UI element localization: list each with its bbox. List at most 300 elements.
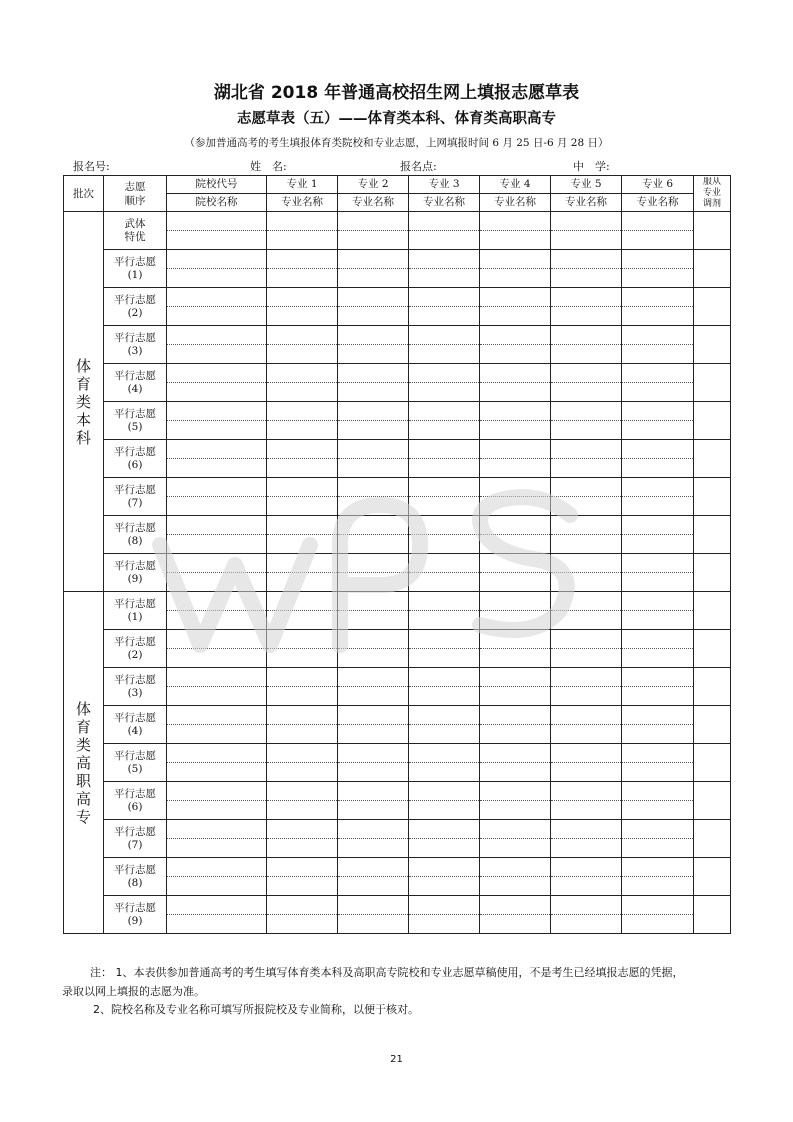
entry-line-bottom[interactable]	[409, 611, 479, 629]
entry-column[interactable]	[267, 516, 338, 554]
entry-column[interactable]	[480, 592, 551, 630]
entry-line-bottom[interactable]	[167, 877, 266, 895]
entry-cell[interactable]	[622, 897, 693, 933]
adjust-checkbox-cell[interactable]	[694, 592, 731, 630]
entry-line-bottom[interactable]	[551, 649, 621, 667]
entry-line-bottom[interactable]	[622, 915, 693, 933]
entry-column[interactable]	[622, 858, 694, 896]
entry-line-top[interactable]	[551, 669, 621, 688]
entry-line-bottom[interactable]	[338, 307, 408, 325]
entry-cell[interactable]	[622, 251, 693, 287]
entry-line-bottom[interactable]	[622, 421, 693, 439]
entry-column[interactable]	[338, 250, 409, 288]
entry-line-top[interactable]	[338, 821, 408, 840]
entry-column[interactable]	[167, 478, 267, 516]
entry-line-top[interactable]	[167, 821, 266, 840]
entry-line-top[interactable]	[622, 517, 693, 536]
entry-column[interactable]	[622, 592, 694, 630]
entry-line-bottom[interactable]	[267, 497, 337, 515]
entry-line-top[interactable]	[167, 251, 266, 270]
entry-line-bottom[interactable]	[622, 231, 693, 249]
entry-cell[interactable]	[551, 441, 621, 477]
entry-line-top[interactable]	[551, 555, 621, 574]
entry-cell[interactable]	[409, 403, 479, 439]
entry-line-top[interactable]	[338, 631, 408, 650]
entry-column[interactable]	[167, 250, 267, 288]
entry-cell[interactable]	[480, 669, 550, 705]
entry-line-bottom[interactable]	[338, 611, 408, 629]
adjust-checkbox-cell[interactable]	[694, 744, 731, 782]
entry-column[interactable]	[167, 516, 267, 554]
entry-line-top[interactable]	[267, 251, 337, 270]
entry-line-bottom[interactable]	[267, 535, 337, 553]
entry-line-bottom[interactable]	[480, 801, 550, 819]
entry-cell[interactable]	[338, 821, 408, 857]
entry-line-bottom[interactable]	[480, 877, 550, 895]
entry-column[interactable]	[167, 630, 267, 668]
entry-cell[interactable]	[409, 213, 479, 249]
entry-line-top[interactable]	[267, 631, 337, 650]
entry-line-top[interactable]	[409, 783, 479, 802]
entry-line-bottom[interactable]	[622, 459, 693, 477]
adjust-checkbox-cell[interactable]	[694, 554, 731, 592]
entry-line-top[interactable]	[338, 707, 408, 726]
adjust-checkbox-cell[interactable]	[694, 288, 731, 326]
adjust-checkbox-cell[interactable]	[694, 516, 731, 554]
entry-line-top[interactable]	[409, 859, 479, 878]
entry-line-bottom[interactable]	[267, 231, 337, 249]
entry-column[interactable]	[338, 326, 409, 364]
entry-cell[interactable]	[622, 365, 693, 401]
entry-column[interactable]	[338, 668, 409, 706]
entry-line-bottom[interactable]	[480, 725, 550, 743]
entry-line-top[interactable]	[409, 669, 479, 688]
entry-cell[interactable]	[409, 593, 479, 629]
entry-line-bottom[interactable]	[551, 611, 621, 629]
entry-line-top[interactable]	[167, 593, 266, 612]
adjust-checkbox-cell[interactable]	[694, 858, 731, 896]
entry-column[interactable]	[480, 820, 551, 858]
entry-cell[interactable]	[480, 555, 550, 591]
entry-line-top[interactable]	[409, 707, 479, 726]
entry-line-bottom[interactable]	[267, 573, 337, 591]
entry-column[interactable]	[338, 592, 409, 630]
entry-column[interactable]	[338, 782, 409, 820]
entry-line-top[interactable]	[622, 327, 693, 346]
entry-line-top[interactable]	[551, 365, 621, 384]
entry-line-top[interactable]	[409, 441, 479, 460]
entry-line-top[interactable]	[167, 859, 266, 878]
entry-line-top[interactable]	[338, 327, 408, 346]
entry-column[interactable]	[167, 820, 267, 858]
entry-cell[interactable]	[338, 251, 408, 287]
entry-line-top[interactable]	[480, 859, 550, 878]
entry-column[interactable]	[267, 668, 338, 706]
entry-column[interactable]	[267, 402, 338, 440]
entry-line-bottom[interactable]	[267, 687, 337, 705]
entry-column[interactable]	[338, 212, 409, 250]
entry-cell[interactable]	[167, 403, 266, 439]
entry-cell[interactable]	[167, 251, 266, 287]
entry-line-bottom[interactable]	[409, 573, 479, 591]
entry-column[interactable]	[409, 896, 480, 934]
entry-line-bottom[interactable]	[167, 421, 266, 439]
entry-column[interactable]	[551, 440, 622, 478]
entry-line-bottom[interactable]	[622, 801, 693, 819]
entry-column[interactable]	[267, 630, 338, 668]
entry-column[interactable]	[622, 402, 694, 440]
entry-line-bottom[interactable]	[338, 421, 408, 439]
entry-column[interactable]	[551, 250, 622, 288]
entry-cell[interactable]	[551, 783, 621, 819]
entry-column[interactable]	[622, 820, 694, 858]
entry-column[interactable]	[622, 782, 694, 820]
entry-column[interactable]	[167, 440, 267, 478]
entry-cell[interactable]	[551, 213, 621, 249]
entry-line-bottom[interactable]	[622, 383, 693, 401]
entry-cell[interactable]	[480, 783, 550, 819]
entry-cell[interactable]	[267, 707, 337, 743]
entry-column[interactable]	[622, 896, 694, 934]
entry-line-top[interactable]	[409, 821, 479, 840]
entry-line-top[interactable]	[167, 555, 266, 574]
entry-cell[interactable]	[267, 821, 337, 857]
entry-line-top[interactable]	[480, 669, 550, 688]
entry-line-top[interactable]	[551, 213, 621, 232]
entry-cell[interactable]	[338, 631, 408, 667]
entry-line-top[interactable]	[267, 517, 337, 536]
entry-cell[interactable]	[622, 593, 693, 629]
entry-cell[interactable]	[551, 365, 621, 401]
entry-cell[interactable]	[480, 479, 550, 515]
entry-cell[interactable]	[480, 403, 550, 439]
entry-line-bottom[interactable]	[622, 649, 693, 667]
entry-line-bottom[interactable]	[267, 611, 337, 629]
entry-column[interactable]	[480, 782, 551, 820]
entry-column[interactable]	[167, 668, 267, 706]
entry-line-bottom[interactable]	[551, 421, 621, 439]
entry-line-top[interactable]	[167, 745, 266, 764]
entry-cell[interactable]	[480, 251, 550, 287]
entry-line-bottom[interactable]	[551, 839, 621, 857]
entry-cell[interactable]	[622, 517, 693, 553]
entry-cell[interactable]	[480, 745, 550, 781]
entry-cell[interactable]	[480, 289, 550, 325]
entry-line-bottom[interactable]	[409, 269, 479, 287]
entry-line-bottom[interactable]	[409, 459, 479, 477]
entry-line-top[interactable]	[409, 365, 479, 384]
entry-line-top[interactable]	[622, 365, 693, 384]
entry-line-top[interactable]	[267, 213, 337, 232]
entry-column[interactable]	[267, 440, 338, 478]
entry-line-top[interactable]	[480, 821, 550, 840]
entry-cell[interactable]	[409, 897, 479, 933]
entry-line-bottom[interactable]	[167, 497, 266, 515]
entry-line-bottom[interactable]	[167, 535, 266, 553]
entry-line-top[interactable]	[622, 707, 693, 726]
entry-cell[interactable]	[480, 593, 550, 629]
entry-line-top[interactable]	[551, 745, 621, 764]
entry-line-bottom[interactable]	[267, 269, 337, 287]
entry-line-bottom[interactable]	[551, 801, 621, 819]
entry-cell[interactable]	[409, 517, 479, 553]
entry-cell[interactable]	[167, 555, 266, 591]
entry-line-top[interactable]	[338, 745, 408, 764]
entry-cell[interactable]	[480, 631, 550, 667]
entry-cell[interactable]	[622, 403, 693, 439]
entry-line-bottom[interactable]	[551, 535, 621, 553]
entry-line-bottom[interactable]	[551, 307, 621, 325]
entry-line-top[interactable]	[338, 289, 408, 308]
entry-column[interactable]	[480, 554, 551, 592]
entry-cell[interactable]	[622, 707, 693, 743]
entry-line-bottom[interactable]	[480, 687, 550, 705]
entry-line-bottom[interactable]	[480, 535, 550, 553]
entry-column[interactable]	[409, 782, 480, 820]
entry-line-bottom[interactable]	[551, 763, 621, 781]
entry-line-bottom[interactable]	[267, 421, 337, 439]
entry-cell[interactable]	[338, 365, 408, 401]
entry-column[interactable]	[267, 744, 338, 782]
entry-cell[interactable]	[267, 593, 337, 629]
entry-line-bottom[interactable]	[338, 535, 408, 553]
entry-line-bottom[interactable]	[409, 915, 479, 933]
entry-line-bottom[interactable]	[338, 497, 408, 515]
entry-line-bottom[interactable]	[409, 231, 479, 249]
entry-cell[interactable]	[167, 859, 266, 895]
entry-column[interactable]	[409, 858, 480, 896]
entry-cell[interactable]	[338, 669, 408, 705]
entry-line-bottom[interactable]	[622, 269, 693, 287]
entry-line-bottom[interactable]	[622, 307, 693, 325]
entry-line-top[interactable]	[338, 251, 408, 270]
entry-column[interactable]	[409, 364, 480, 402]
entry-cell[interactable]	[167, 327, 266, 363]
entry-line-top[interactable]	[551, 707, 621, 726]
entry-line-bottom[interactable]	[480, 915, 550, 933]
entry-line-top[interactable]	[480, 441, 550, 460]
entry-line-bottom[interactable]	[338, 725, 408, 743]
entry-line-top[interactable]	[409, 555, 479, 574]
entry-line-bottom[interactable]	[551, 269, 621, 287]
entry-column[interactable]	[551, 744, 622, 782]
entry-column[interactable]	[622, 250, 694, 288]
entry-cell[interactable]	[551, 517, 621, 553]
entry-cell[interactable]	[480, 821, 550, 857]
entry-line-bottom[interactable]	[167, 839, 266, 857]
entry-line-top[interactable]	[622, 213, 693, 232]
entry-line-bottom[interactable]	[551, 687, 621, 705]
entry-cell[interactable]	[480, 327, 550, 363]
entry-line-top[interactable]	[551, 327, 621, 346]
entry-cell[interactable]	[409, 289, 479, 325]
entry-line-top[interactable]	[167, 403, 266, 422]
entry-line-bottom[interactable]	[622, 611, 693, 629]
entry-line-bottom[interactable]	[480, 345, 550, 363]
entry-column[interactable]	[622, 440, 694, 478]
entry-line-bottom[interactable]	[267, 307, 337, 325]
entry-line-bottom[interactable]	[167, 307, 266, 325]
entry-line-top[interactable]	[551, 897, 621, 916]
entry-line-top[interactable]	[338, 669, 408, 688]
entry-line-top[interactable]	[167, 213, 266, 232]
entry-cell[interactable]	[267, 213, 337, 249]
entry-column[interactable]	[338, 896, 409, 934]
entry-column[interactable]	[480, 288, 551, 326]
entry-column[interactable]	[622, 668, 694, 706]
entry-line-top[interactable]	[167, 289, 266, 308]
entry-line-top[interactable]	[409, 403, 479, 422]
entry-line-bottom[interactable]	[167, 915, 266, 933]
entry-column[interactable]	[409, 440, 480, 478]
entry-line-top[interactable]	[480, 403, 550, 422]
entry-line-top[interactable]	[480, 593, 550, 612]
entry-column[interactable]	[409, 630, 480, 668]
entry-cell[interactable]	[267, 327, 337, 363]
entry-cell[interactable]	[409, 441, 479, 477]
entry-line-bottom[interactable]	[409, 421, 479, 439]
entry-cell[interactable]	[409, 479, 479, 515]
entry-column[interactable]	[338, 516, 409, 554]
entry-line-top[interactable]	[622, 669, 693, 688]
entry-cell[interactable]	[338, 783, 408, 819]
entry-line-bottom[interactable]	[622, 725, 693, 743]
entry-cell[interactable]	[167, 707, 266, 743]
entry-cell[interactable]	[167, 365, 266, 401]
entry-cell[interactable]	[551, 403, 621, 439]
entry-column[interactable]	[267, 820, 338, 858]
entry-column[interactable]	[409, 744, 480, 782]
adjust-checkbox-cell[interactable]	[694, 478, 731, 516]
entry-line-top[interactable]	[622, 821, 693, 840]
entry-column[interactable]	[267, 592, 338, 630]
entry-line-bottom[interactable]	[167, 573, 266, 591]
entry-cell[interactable]	[622, 327, 693, 363]
entry-cell[interactable]	[409, 251, 479, 287]
entry-column[interactable]	[409, 516, 480, 554]
entry-cell[interactable]	[622, 821, 693, 857]
entry-line-bottom[interactable]	[338, 801, 408, 819]
entry-column[interactable]	[338, 744, 409, 782]
entry-cell[interactable]	[409, 821, 479, 857]
entry-line-top[interactable]	[480, 289, 550, 308]
entry-line-bottom[interactable]	[267, 915, 337, 933]
entry-line-top[interactable]	[338, 441, 408, 460]
entry-cell[interactable]	[622, 479, 693, 515]
entry-column[interactable]	[551, 364, 622, 402]
entry-column[interactable]	[480, 668, 551, 706]
entry-cell[interactable]	[338, 555, 408, 591]
entry-column[interactable]	[551, 326, 622, 364]
entry-column[interactable]	[167, 212, 267, 250]
entry-line-top[interactable]	[338, 213, 408, 232]
entry-column[interactable]	[480, 516, 551, 554]
entry-cell[interactable]	[167, 897, 266, 933]
entry-line-top[interactable]	[480, 631, 550, 650]
entry-column[interactable]	[551, 212, 622, 250]
entry-line-bottom[interactable]	[338, 877, 408, 895]
entry-line-top[interactable]	[480, 213, 550, 232]
entry-line-bottom[interactable]	[167, 269, 266, 287]
entry-column[interactable]	[551, 896, 622, 934]
entry-line-top[interactable]	[409, 251, 479, 270]
entry-line-top[interactable]	[409, 479, 479, 498]
entry-line-top[interactable]	[622, 441, 693, 460]
entry-cell[interactable]	[338, 593, 408, 629]
entry-line-top[interactable]	[551, 289, 621, 308]
entry-line-top[interactable]	[267, 479, 337, 498]
entry-cell[interactable]	[267, 289, 337, 325]
entry-cell[interactable]	[167, 213, 266, 249]
entry-line-bottom[interactable]	[267, 345, 337, 363]
entry-line-top[interactable]	[338, 897, 408, 916]
entry-line-bottom[interactable]	[409, 763, 479, 781]
entry-line-bottom[interactable]	[409, 345, 479, 363]
entry-column[interactable]	[267, 250, 338, 288]
adjust-checkbox-cell[interactable]	[694, 668, 731, 706]
entry-line-bottom[interactable]	[622, 687, 693, 705]
entry-line-bottom[interactable]	[167, 345, 266, 363]
entry-line-bottom[interactable]	[409, 497, 479, 515]
entry-line-bottom[interactable]	[480, 421, 550, 439]
entry-line-bottom[interactable]	[167, 383, 266, 401]
entry-column[interactable]	[480, 630, 551, 668]
entry-cell[interactable]	[409, 555, 479, 591]
entry-line-top[interactable]	[338, 517, 408, 536]
entry-line-top[interactable]	[338, 859, 408, 878]
entry-line-top[interactable]	[622, 783, 693, 802]
entry-line-bottom[interactable]	[167, 611, 266, 629]
entry-column[interactable]	[480, 212, 551, 250]
entry-column[interactable]	[267, 212, 338, 250]
entry-line-bottom[interactable]	[551, 725, 621, 743]
entry-cell[interactable]	[267, 631, 337, 667]
entry-cell[interactable]	[167, 631, 266, 667]
entry-column[interactable]	[480, 706, 551, 744]
entry-line-top[interactable]	[551, 593, 621, 612]
entry-line-bottom[interactable]	[167, 459, 266, 477]
entry-line-bottom[interactable]	[622, 573, 693, 591]
entry-line-top[interactable]	[409, 289, 479, 308]
entry-column[interactable]	[167, 896, 267, 934]
entry-line-top[interactable]	[551, 251, 621, 270]
entry-line-bottom[interactable]	[551, 345, 621, 363]
entry-column[interactable]	[480, 440, 551, 478]
entry-cell[interactable]	[622, 783, 693, 819]
entry-line-top[interactable]	[480, 517, 550, 536]
entry-cell[interactable]	[338, 441, 408, 477]
entry-cell[interactable]	[551, 251, 621, 287]
entry-cell[interactable]	[409, 669, 479, 705]
entry-column[interactable]	[409, 706, 480, 744]
entry-line-bottom[interactable]	[409, 383, 479, 401]
entry-column[interactable]	[338, 402, 409, 440]
entry-column[interactable]	[409, 820, 480, 858]
entry-column[interactable]	[267, 326, 338, 364]
entry-column[interactable]	[622, 326, 694, 364]
entry-line-top[interactable]	[167, 707, 266, 726]
entry-line-bottom[interactable]	[267, 459, 337, 477]
entry-column[interactable]	[551, 668, 622, 706]
entry-line-top[interactable]	[622, 859, 693, 878]
entry-cell[interactable]	[338, 327, 408, 363]
entry-column[interactable]	[622, 516, 694, 554]
adjust-checkbox-cell[interactable]	[694, 440, 731, 478]
entry-cell[interactable]	[167, 517, 266, 553]
entry-line-bottom[interactable]	[409, 877, 479, 895]
adjust-checkbox-cell[interactable]	[694, 782, 731, 820]
entry-line-top[interactable]	[338, 783, 408, 802]
